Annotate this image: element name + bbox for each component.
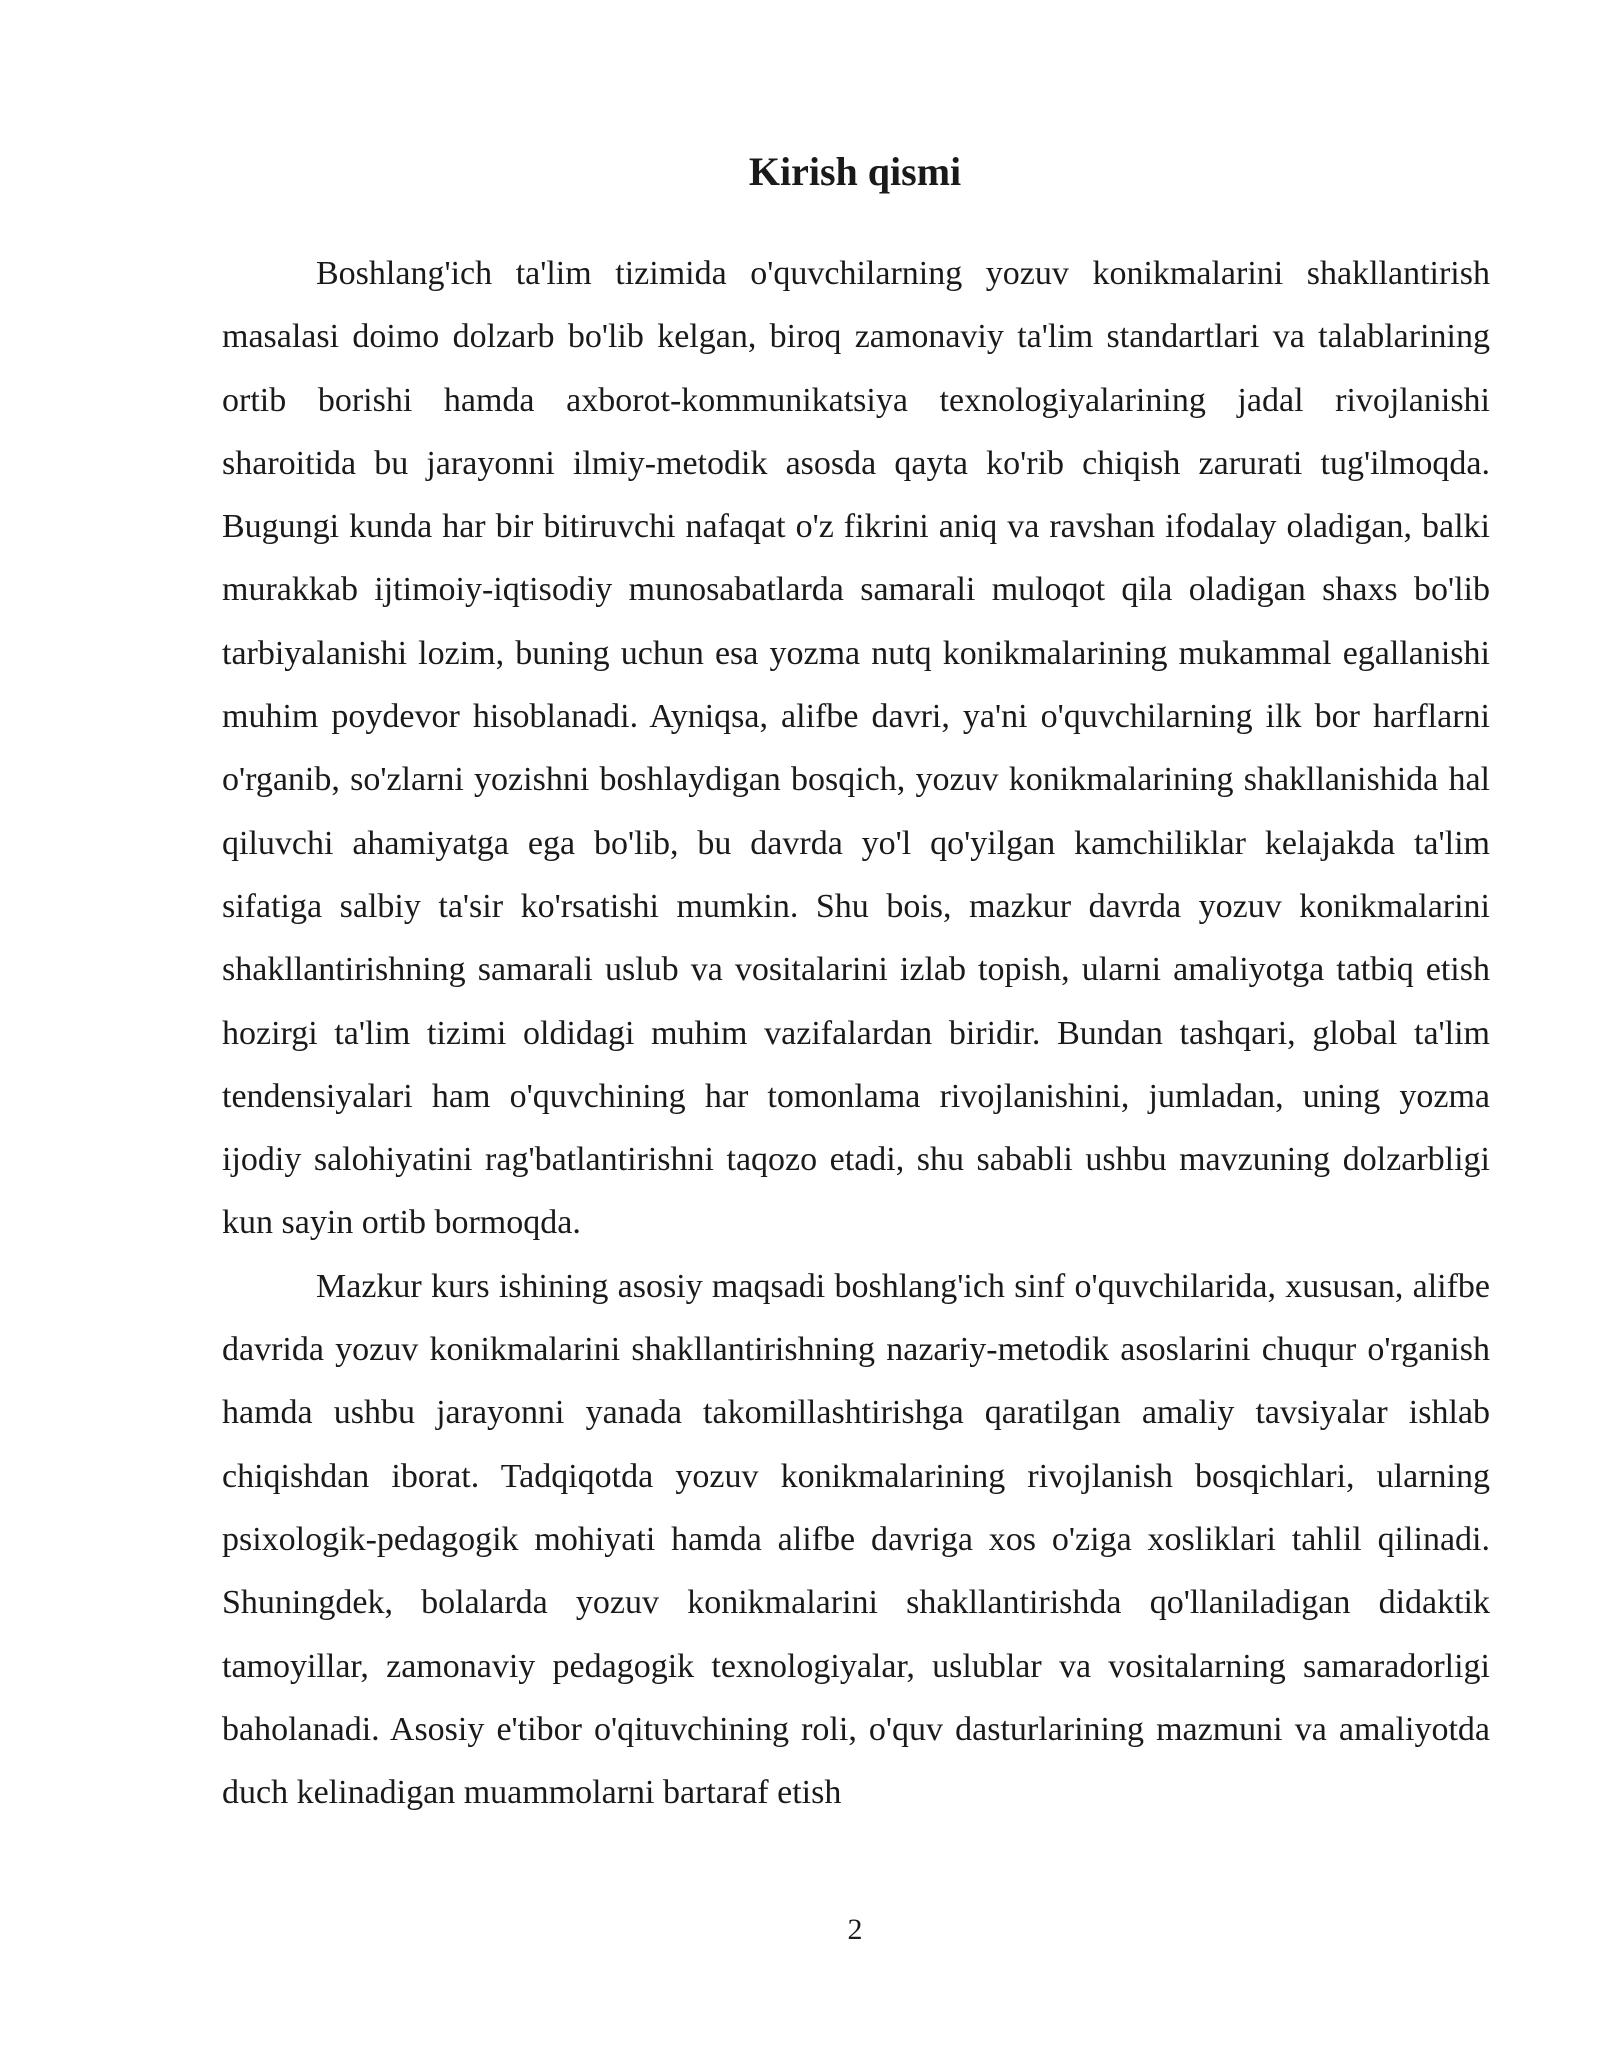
body-text (222, 242, 1490, 1824)
page-number: 2 (847, 1913, 863, 1946)
paragraph-1: Boshlang'ich ta'lim tizimida o'quvchilarning yozuv konikmalarini shakllantirish masalasi doimo dolzarb bo'lib kelgan, biroq zamonaviy ta'lim standartlari va talablarining ortib borishi hamda axborot-kommunikatsiya texnologiyalarining jadal rivojlanishi sharoitida bu jarayonni ilmiy-metodik asosda qayta ko'rib chiqish zarurati tug'ilmoqda. Bugungi kunda har bir bitiruvchi nafaqat o'z fikrini aniq va ravshan ifodalay oladigan, balki murakkab ijtimoiy-iqtisodiy munosabatlarda samarali muloqot qila oladigan shaxs bo'lib tarbiyalanishi lozim, buning uchun esa yozma nutq konikmalarining mukammal egallanishi muhim poydevor hisoblanadi. Ayniqsa, alifbe davri, ya'ni o'quvchilarning ilk bor harflarni o'rganib, so'zlarni yozishni boshlaydigan bosqich, yozuv konikmalarining shakllanishida hal qiluvchi ahamiyatga ega bo'lib, bu davrda yo'l qo'yilgan kamchiliklar kelajakda ta'lim sifatiga salbiy ta'sir ko'rsatishi mumkin. Shu bois, mazkur davrda yozuv konikmalarini shakllantirishning samarali uslub va vositalarini izlab topish, ularni amaliyotga tatbiq etish hozirgi ta'lim tizimi oldidagi muhim vazifalardan biridir. Bundan tashqari, global ta'lim tendensiyalari ham o'quvchining har tomonlama rivojlanishini, jumladan, uning yozma ijodiy salohiyatini rag'batlantirishni taqozo etadi, shu sababli ushbu mavzuning dolzarbligi kun sayin ortib bormoqda. (222, 255, 1490, 1242)
paragraph-2: Mazkur kurs ishining asosiy maqsadi boshlang'ich sinf o'quvchilarida, xususan, alifbe davrida yozuv konikmalarini shakllantirishning nazariy-metodik asoslarini chuqur o'rganish hamda ushbu jarayonni yanada takomillashtirishga qaratilgan amaliy tavsiyalar ishlab chiqishdan iborat. Tadqiqotda yozuv konikmalarining rivojlanish bosqichlari, ularning psixologik-pedagogik mohiyati hamda alifbe davriga xos o'ziga xosliklari tahlil qilinadi. Shuningdek, bolalarda yozuv konikmalarini shakllantirishda qo'llaniladigan didaktik tamoyillar, zamonaviy pedagogik texnologiyalar, uslublar va vositalarning samaradorligi baholanadi. Asosiy e'tibor o'qituvchining roli, o'quv dasturlarining mazmuni va amaliyotda duch kelinadigan muammolarni bartaraf etish (222, 1267, 1490, 1812)
page-title: Kirish qismi (748, 149, 962, 194)
